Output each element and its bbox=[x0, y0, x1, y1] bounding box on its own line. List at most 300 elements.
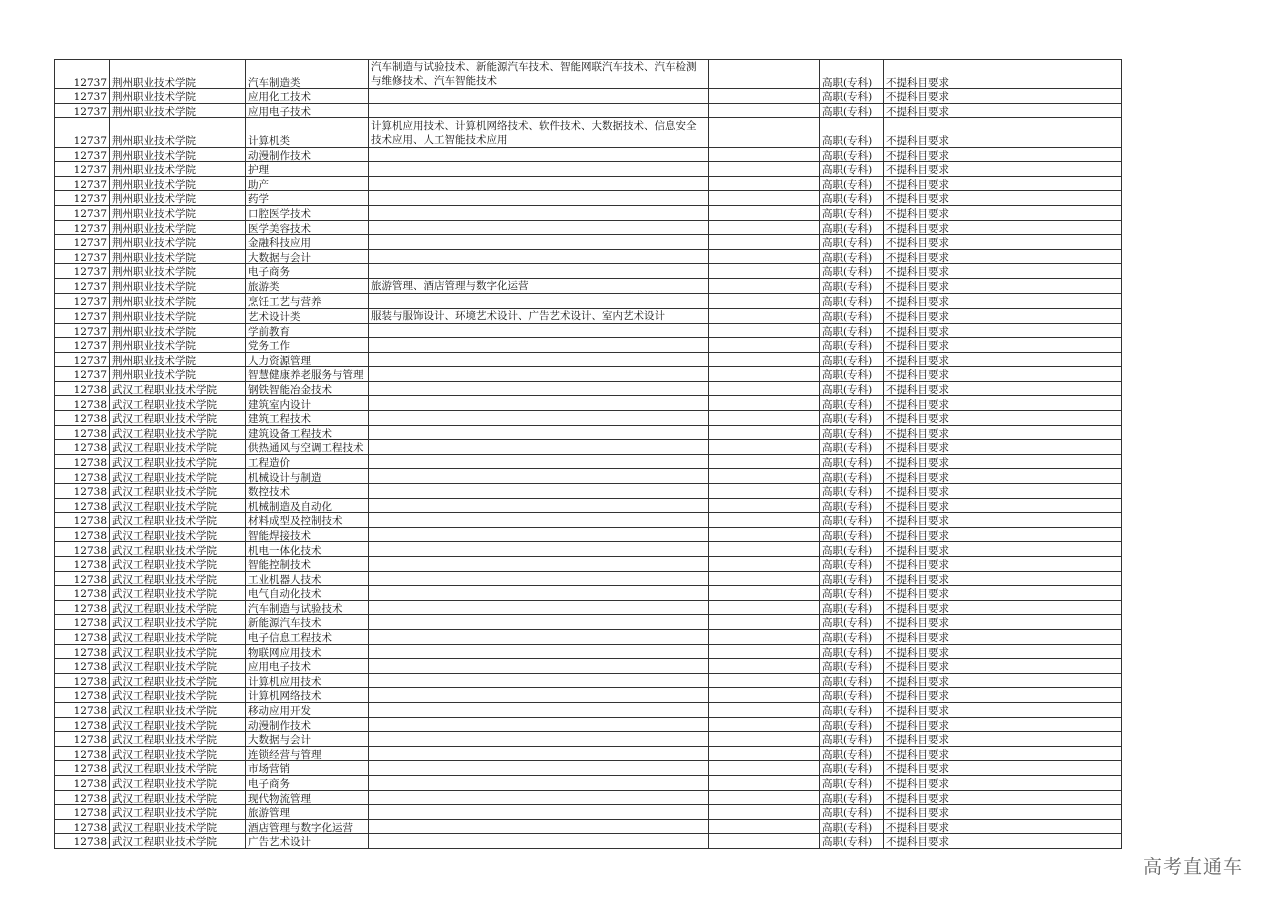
cell-school-code: 12738 bbox=[55, 805, 110, 820]
cell-school-code: 12738 bbox=[55, 411, 110, 426]
cell-school-code: 12738 bbox=[55, 454, 110, 469]
cell-empty bbox=[709, 264, 820, 279]
table-row bbox=[55, 205, 1122, 220]
cell-school-name: 荆州职业技术学院 bbox=[110, 60, 246, 89]
cell-level: 高职(专科) bbox=[820, 249, 884, 264]
cell-empty bbox=[709, 834, 820, 849]
cell-level: 高职(专科) bbox=[820, 542, 884, 557]
cell-major-name: 工业机器人技术 bbox=[246, 571, 369, 586]
table-row bbox=[55, 775, 1122, 790]
cell-level: 高职(专科) bbox=[820, 527, 884, 542]
cell-major-note bbox=[369, 732, 709, 747]
cell-school-name: 武汉工程职业技术学院 bbox=[110, 542, 246, 557]
cell-subject-requirement: 不提科目要求 bbox=[884, 191, 1122, 206]
cell-empty bbox=[709, 411, 820, 426]
cell-school-code: 12738 bbox=[55, 600, 110, 615]
cell-empty bbox=[709, 454, 820, 469]
cell-school-name: 武汉工程职业技术学院 bbox=[110, 819, 246, 834]
table-row bbox=[55, 440, 1122, 455]
cell-subject-requirement: 不提科目要求 bbox=[884, 702, 1122, 717]
cell-level: 高职(专科) bbox=[820, 834, 884, 849]
cell-major-name: 建筑设备工程技术 bbox=[246, 425, 369, 440]
cell-school-code: 12738 bbox=[55, 615, 110, 630]
cell-major-note bbox=[369, 162, 709, 177]
cell-major-name: 汽车制造与试验技术 bbox=[246, 600, 369, 615]
cell-level: 高职(专科) bbox=[820, 629, 884, 644]
cell-level: 高职(专科) bbox=[820, 293, 884, 308]
cell-subject-requirement: 不提科目要求 bbox=[884, 323, 1122, 338]
cell-empty bbox=[709, 717, 820, 732]
cell-school-code: 12738 bbox=[55, 834, 110, 849]
cell-major-name: 电子商务 bbox=[246, 264, 369, 279]
cell-school-code: 12737 bbox=[55, 308, 110, 323]
cell-subject-requirement: 不提科目要求 bbox=[884, 513, 1122, 528]
cell-school-name: 荆州职业技术学院 bbox=[110, 323, 246, 338]
cell-level: 高职(专科) bbox=[820, 659, 884, 674]
cell-level: 高职(专科) bbox=[820, 367, 884, 382]
cell-level: 高职(专科) bbox=[820, 557, 884, 572]
cell-empty bbox=[709, 220, 820, 235]
cell-level: 高职(专科) bbox=[820, 600, 884, 615]
cell-school-name: 武汉工程职业技术学院 bbox=[110, 381, 246, 396]
table-row bbox=[55, 673, 1122, 688]
cell-empty bbox=[709, 586, 820, 601]
cell-major-name: 市场营销 bbox=[246, 761, 369, 776]
table-row bbox=[55, 249, 1122, 264]
cell-major-note bbox=[369, 557, 709, 572]
cell-school-code: 12738 bbox=[55, 542, 110, 557]
cell-school-name: 荆州职业技术学院 bbox=[110, 249, 246, 264]
cell-empty bbox=[709, 688, 820, 703]
table-row bbox=[55, 834, 1122, 849]
cell-empty bbox=[709, 542, 820, 557]
cell-subject-requirement: 不提科目要求 bbox=[884, 688, 1122, 703]
cell-level: 高职(专科) bbox=[820, 89, 884, 104]
cell-major-name: 机电一体化技术 bbox=[246, 542, 369, 557]
table-row bbox=[55, 600, 1122, 615]
cell-major-name: 新能源汽车技术 bbox=[246, 615, 369, 630]
cell-major-note bbox=[369, 264, 709, 279]
cell-school-code: 12737 bbox=[55, 60, 110, 89]
cell-empty bbox=[709, 425, 820, 440]
cell-subject-requirement: 不提科目要求 bbox=[884, 586, 1122, 601]
cell-empty bbox=[709, 615, 820, 630]
cell-school-name: 武汉工程职业技术学院 bbox=[110, 498, 246, 513]
table-row bbox=[55, 498, 1122, 513]
cell-school-code: 12738 bbox=[55, 571, 110, 586]
cell-school-name: 荆州职业技术学院 bbox=[110, 205, 246, 220]
cell-major-note bbox=[369, 498, 709, 513]
cell-school-name: 武汉工程职业技术学院 bbox=[110, 732, 246, 747]
table-row bbox=[55, 235, 1122, 250]
cell-major-note bbox=[369, 396, 709, 411]
cell-major-name: 艺术设计类 bbox=[246, 308, 369, 323]
cell-school-code: 12738 bbox=[55, 425, 110, 440]
cell-school-name: 武汉工程职业技术学院 bbox=[110, 615, 246, 630]
cell-school-name: 荆州职业技术学院 bbox=[110, 367, 246, 382]
cell-major-note: 旅游管理、酒店管理与数字化运营 bbox=[369, 278, 709, 293]
cell-subject-requirement: 不提科目要求 bbox=[884, 732, 1122, 747]
cell-major-note bbox=[369, 191, 709, 206]
cell-school-name: 武汉工程职业技术学院 bbox=[110, 775, 246, 790]
cell-major-name: 人力资源管理 bbox=[246, 352, 369, 367]
cell-level: 高职(专科) bbox=[820, 819, 884, 834]
table-row bbox=[55, 118, 1122, 147]
cell-school-name: 武汉工程职业技术学院 bbox=[110, 673, 246, 688]
cell-level: 高职(专科) bbox=[820, 147, 884, 162]
cell-major-note bbox=[369, 235, 709, 250]
table-body bbox=[55, 60, 1122, 849]
cell-level: 高职(专科) bbox=[820, 308, 884, 323]
cell-empty bbox=[709, 293, 820, 308]
cell-major-note: 汽车制造与试验技术、新能源汽车技术、智能网联汽车技术、汽车检测与维修技术、汽车智能技术 bbox=[369, 60, 709, 89]
table-row bbox=[55, 191, 1122, 206]
cell-major-name: 供热通风与空调工程技术 bbox=[246, 440, 369, 455]
cell-school-name: 武汉工程职业技术学院 bbox=[110, 717, 246, 732]
cell-major-name: 动漫制作技术 bbox=[246, 717, 369, 732]
cell-school-name: 武汉工程职业技术学院 bbox=[110, 411, 246, 426]
cell-school-code: 12737 bbox=[55, 205, 110, 220]
cell-empty bbox=[709, 600, 820, 615]
cell-subject-requirement: 不提科目要求 bbox=[884, 162, 1122, 177]
cell-major-note bbox=[369, 381, 709, 396]
cell-level: 高职(专科) bbox=[820, 732, 884, 747]
cell-empty bbox=[709, 790, 820, 805]
cell-major-note bbox=[369, 644, 709, 659]
cell-major-name: 计算机类 bbox=[246, 118, 369, 147]
cell-level: 高职(专科) bbox=[820, 352, 884, 367]
cell-empty bbox=[709, 702, 820, 717]
cell-level: 高职(专科) bbox=[820, 323, 884, 338]
cell-empty bbox=[709, 367, 820, 382]
cell-major-name: 钢铁智能冶金技术 bbox=[246, 381, 369, 396]
cell-major-note bbox=[369, 484, 709, 499]
cell-subject-requirement: 不提科目要求 bbox=[884, 557, 1122, 572]
cell-major-note bbox=[369, 103, 709, 118]
cell-subject-requirement: 不提科目要求 bbox=[884, 542, 1122, 557]
cell-subject-requirement: 不提科目要求 bbox=[884, 205, 1122, 220]
watermark-text: 高考直通车 bbox=[1143, 856, 1244, 878]
cell-school-name: 荆州职业技术学院 bbox=[110, 352, 246, 367]
table-row bbox=[55, 732, 1122, 747]
cell-school-name: 武汉工程职业技术学院 bbox=[110, 396, 246, 411]
cell-subject-requirement: 不提科目要求 bbox=[884, 600, 1122, 615]
cell-subject-requirement: 不提科目要求 bbox=[884, 469, 1122, 484]
cell-empty bbox=[709, 323, 820, 338]
cell-major-note bbox=[369, 205, 709, 220]
cell-level: 高职(专科) bbox=[820, 60, 884, 89]
cell-level: 高职(专科) bbox=[820, 454, 884, 469]
table-row bbox=[55, 629, 1122, 644]
cell-level: 高职(专科) bbox=[820, 761, 884, 776]
cell-level: 高职(专科) bbox=[820, 103, 884, 118]
cell-level: 高职(专科) bbox=[820, 746, 884, 761]
table-row bbox=[55, 60, 1122, 89]
cell-major-name: 烹饪工艺与营养 bbox=[246, 293, 369, 308]
table-row bbox=[55, 702, 1122, 717]
cell-major-name: 护理 bbox=[246, 162, 369, 177]
cell-school-code: 12738 bbox=[55, 381, 110, 396]
cell-major-note bbox=[369, 761, 709, 776]
cell-school-code: 12737 bbox=[55, 176, 110, 191]
cell-school-code: 12737 bbox=[55, 249, 110, 264]
cell-major-note bbox=[369, 89, 709, 104]
cell-major-name: 连锁经营与管理 bbox=[246, 746, 369, 761]
cell-major-name: 智慧健康养老服务与管理 bbox=[246, 367, 369, 382]
cell-school-code: 12738 bbox=[55, 396, 110, 411]
cell-school-name: 武汉工程职业技术学院 bbox=[110, 454, 246, 469]
cell-empty bbox=[709, 498, 820, 513]
cell-empty bbox=[709, 205, 820, 220]
cell-subject-requirement: 不提科目要求 bbox=[884, 235, 1122, 250]
cell-empty bbox=[709, 249, 820, 264]
table-row bbox=[55, 615, 1122, 630]
cell-school-code: 12738 bbox=[55, 746, 110, 761]
cell-major-name: 药学 bbox=[246, 191, 369, 206]
cell-empty bbox=[709, 571, 820, 586]
table-row bbox=[55, 381, 1122, 396]
cell-school-code: 12737 bbox=[55, 147, 110, 162]
cell-subject-requirement: 不提科目要求 bbox=[884, 746, 1122, 761]
cell-empty bbox=[709, 162, 820, 177]
cell-subject-requirement: 不提科目要求 bbox=[884, 775, 1122, 790]
cell-school-name: 荆州职业技术学院 bbox=[110, 147, 246, 162]
cell-school-code: 12738 bbox=[55, 688, 110, 703]
cell-major-note bbox=[369, 688, 709, 703]
cell-level: 高职(专科) bbox=[820, 717, 884, 732]
cell-empty bbox=[709, 659, 820, 674]
cell-major-note: 服装与服饰设计、环境艺术设计、广告艺术设计、室内艺术设计 bbox=[369, 308, 709, 323]
cell-empty bbox=[709, 513, 820, 528]
cell-major-name: 口腔医学技术 bbox=[246, 205, 369, 220]
table-row bbox=[55, 819, 1122, 834]
cell-subject-requirement: 不提科目要求 bbox=[884, 644, 1122, 659]
cell-school-code: 12737 bbox=[55, 191, 110, 206]
cell-subject-requirement: 不提科目要求 bbox=[884, 659, 1122, 674]
cell-major-note bbox=[369, 571, 709, 586]
cell-subject-requirement: 不提科目要求 bbox=[884, 571, 1122, 586]
cell-major-note bbox=[369, 834, 709, 849]
cell-subject-requirement: 不提科目要求 bbox=[884, 819, 1122, 834]
cell-level: 高职(专科) bbox=[820, 790, 884, 805]
cell-subject-requirement: 不提科目要求 bbox=[884, 249, 1122, 264]
cell-level: 高职(专科) bbox=[820, 411, 884, 426]
cell-school-code: 12738 bbox=[55, 484, 110, 499]
cell-level: 高职(专科) bbox=[820, 688, 884, 703]
cell-empty bbox=[709, 732, 820, 747]
cell-school-name: 武汉工程职业技术学院 bbox=[110, 513, 246, 528]
cell-level: 高职(专科) bbox=[820, 571, 884, 586]
cell-major-name: 汽车制造类 bbox=[246, 60, 369, 89]
cell-school-code: 12738 bbox=[55, 732, 110, 747]
cell-school-name: 武汉工程职业技术学院 bbox=[110, 600, 246, 615]
table-row bbox=[55, 278, 1122, 293]
cell-school-name: 武汉工程职业技术学院 bbox=[110, 629, 246, 644]
table-row bbox=[55, 425, 1122, 440]
cell-major-name: 酒店管理与数字化运营 bbox=[246, 819, 369, 834]
cell-level: 高职(专科) bbox=[820, 220, 884, 235]
cell-level: 高职(专科) bbox=[820, 775, 884, 790]
cell-major-note bbox=[369, 454, 709, 469]
cell-subject-requirement: 不提科目要求 bbox=[884, 308, 1122, 323]
cell-major-name: 计算机应用技术 bbox=[246, 673, 369, 688]
cell-school-code: 12737 bbox=[55, 235, 110, 250]
cell-major-note bbox=[369, 790, 709, 805]
cell-subject-requirement: 不提科目要求 bbox=[884, 220, 1122, 235]
table-row bbox=[55, 338, 1122, 353]
cell-subject-requirement: 不提科目要求 bbox=[884, 147, 1122, 162]
cell-school-code: 12738 bbox=[55, 717, 110, 732]
cell-major-note bbox=[369, 220, 709, 235]
cell-major-note bbox=[369, 513, 709, 528]
cell-subject-requirement: 不提科目要求 bbox=[884, 454, 1122, 469]
cell-major-note bbox=[369, 352, 709, 367]
cell-level: 高职(专科) bbox=[820, 440, 884, 455]
table-row bbox=[55, 761, 1122, 776]
cell-subject-requirement: 不提科目要求 bbox=[884, 425, 1122, 440]
cell-level: 高职(专科) bbox=[820, 396, 884, 411]
table-row bbox=[55, 396, 1122, 411]
cell-level: 高职(专科) bbox=[820, 805, 884, 820]
cell-school-code: 12737 bbox=[55, 352, 110, 367]
cell-school-name: 武汉工程职业技术学院 bbox=[110, 659, 246, 674]
cell-major-note bbox=[369, 775, 709, 790]
table-row bbox=[55, 790, 1122, 805]
cell-empty bbox=[709, 103, 820, 118]
cell-empty bbox=[709, 629, 820, 644]
cell-major-name: 材料成型及控制技术 bbox=[246, 513, 369, 528]
cell-empty bbox=[709, 176, 820, 191]
cell-level: 高职(专科) bbox=[820, 205, 884, 220]
cell-subject-requirement: 不提科目要求 bbox=[884, 396, 1122, 411]
cell-school-code: 12738 bbox=[55, 790, 110, 805]
table-row bbox=[55, 586, 1122, 601]
cell-school-code: 12738 bbox=[55, 702, 110, 717]
cell-major-note bbox=[369, 323, 709, 338]
cell-empty bbox=[709, 484, 820, 499]
table-row bbox=[55, 659, 1122, 674]
table-row bbox=[55, 264, 1122, 279]
table-row bbox=[55, 323, 1122, 338]
cell-major-name: 党务工作 bbox=[246, 338, 369, 353]
cell-school-code: 12737 bbox=[55, 118, 110, 147]
cell-subject-requirement: 不提科目要求 bbox=[884, 629, 1122, 644]
cell-major-name: 电子商务 bbox=[246, 775, 369, 790]
cell-major-name: 动漫制作技术 bbox=[246, 147, 369, 162]
table-row bbox=[55, 176, 1122, 191]
cell-subject-requirement: 不提科目要求 bbox=[884, 411, 1122, 426]
table-row bbox=[55, 527, 1122, 542]
cell-subject-requirement: 不提科目要求 bbox=[884, 673, 1122, 688]
cell-school-name: 荆州职业技术学院 bbox=[110, 162, 246, 177]
cell-subject-requirement: 不提科目要求 bbox=[884, 381, 1122, 396]
cell-school-code: 12738 bbox=[55, 527, 110, 542]
cell-level: 高职(专科) bbox=[820, 176, 884, 191]
cell-major-note bbox=[369, 702, 709, 717]
cell-empty bbox=[709, 191, 820, 206]
cell-major-note bbox=[369, 411, 709, 426]
cell-school-name: 荆州职业技术学院 bbox=[110, 103, 246, 118]
cell-level: 高职(专科) bbox=[820, 586, 884, 601]
cell-major-note bbox=[369, 615, 709, 630]
cell-school-code: 12738 bbox=[55, 819, 110, 834]
cell-school-code: 12737 bbox=[55, 162, 110, 177]
cell-major-name: 大数据与会计 bbox=[246, 249, 369, 264]
cell-major-note bbox=[369, 805, 709, 820]
cell-school-name: 武汉工程职业技术学院 bbox=[110, 790, 246, 805]
cell-school-code: 12738 bbox=[55, 629, 110, 644]
cell-empty bbox=[709, 644, 820, 659]
cell-school-code: 12737 bbox=[55, 323, 110, 338]
cell-school-name: 荆州职业技术学院 bbox=[110, 293, 246, 308]
cell-school-name: 荆州职业技术学院 bbox=[110, 235, 246, 250]
cell-school-name: 武汉工程职业技术学院 bbox=[110, 702, 246, 717]
cell-school-name: 荆州职业技术学院 bbox=[110, 308, 246, 323]
cell-subject-requirement: 不提科目要求 bbox=[884, 805, 1122, 820]
cell-school-name: 荆州职业技术学院 bbox=[110, 118, 246, 147]
cell-school-name: 武汉工程职业技术学院 bbox=[110, 469, 246, 484]
cell-empty bbox=[709, 775, 820, 790]
cell-subject-requirement: 不提科目要求 bbox=[884, 293, 1122, 308]
cell-school-name: 武汉工程职业技术学院 bbox=[110, 440, 246, 455]
cell-major-note bbox=[369, 542, 709, 557]
cell-school-code: 12738 bbox=[55, 586, 110, 601]
cell-school-code: 12737 bbox=[55, 103, 110, 118]
cell-major-name: 电气自动化技术 bbox=[246, 586, 369, 601]
cell-subject-requirement: 不提科目要求 bbox=[884, 264, 1122, 279]
cell-empty bbox=[709, 381, 820, 396]
cell-major-note bbox=[369, 440, 709, 455]
cell-school-name: 荆州职业技术学院 bbox=[110, 89, 246, 104]
table-row bbox=[55, 411, 1122, 426]
cell-subject-requirement: 不提科目要求 bbox=[884, 60, 1122, 89]
cell-school-name: 荆州职业技术学院 bbox=[110, 176, 246, 191]
table-row bbox=[55, 89, 1122, 104]
cell-level: 高职(专科) bbox=[820, 278, 884, 293]
cell-subject-requirement: 不提科目要求 bbox=[884, 717, 1122, 732]
cell-school-name: 武汉工程职业技术学院 bbox=[110, 644, 246, 659]
cell-major-note bbox=[369, 176, 709, 191]
table-row bbox=[55, 513, 1122, 528]
cell-major-name: 工程造价 bbox=[246, 454, 369, 469]
cell-empty bbox=[709, 673, 820, 688]
cell-level: 高职(专科) bbox=[820, 264, 884, 279]
table-row bbox=[55, 220, 1122, 235]
cell-empty bbox=[709, 440, 820, 455]
cell-major-name: 建筑室内设计 bbox=[246, 396, 369, 411]
cell-major-name: 电子信息工程技术 bbox=[246, 629, 369, 644]
cell-school-code: 12737 bbox=[55, 220, 110, 235]
cell-major-note bbox=[369, 819, 709, 834]
cell-major-name: 数控技术 bbox=[246, 484, 369, 499]
cell-major-name: 物联网应用技术 bbox=[246, 644, 369, 659]
cell-level: 高职(专科) bbox=[820, 162, 884, 177]
cell-school-name: 武汉工程职业技术学院 bbox=[110, 761, 246, 776]
cell-major-note bbox=[369, 425, 709, 440]
cell-subject-requirement: 不提科目要求 bbox=[884, 440, 1122, 455]
cell-empty bbox=[709, 557, 820, 572]
cell-subject-requirement: 不提科目要求 bbox=[884, 790, 1122, 805]
cell-subject-requirement: 不提科目要求 bbox=[884, 834, 1122, 849]
cell-empty bbox=[709, 396, 820, 411]
table-row bbox=[55, 367, 1122, 382]
cell-school-code: 12738 bbox=[55, 644, 110, 659]
cell-major-note bbox=[369, 527, 709, 542]
cell-school-code: 12738 bbox=[55, 498, 110, 513]
cell-level: 高职(专科) bbox=[820, 338, 884, 353]
cell-empty bbox=[709, 527, 820, 542]
cell-major-name: 大数据与会计 bbox=[246, 732, 369, 747]
